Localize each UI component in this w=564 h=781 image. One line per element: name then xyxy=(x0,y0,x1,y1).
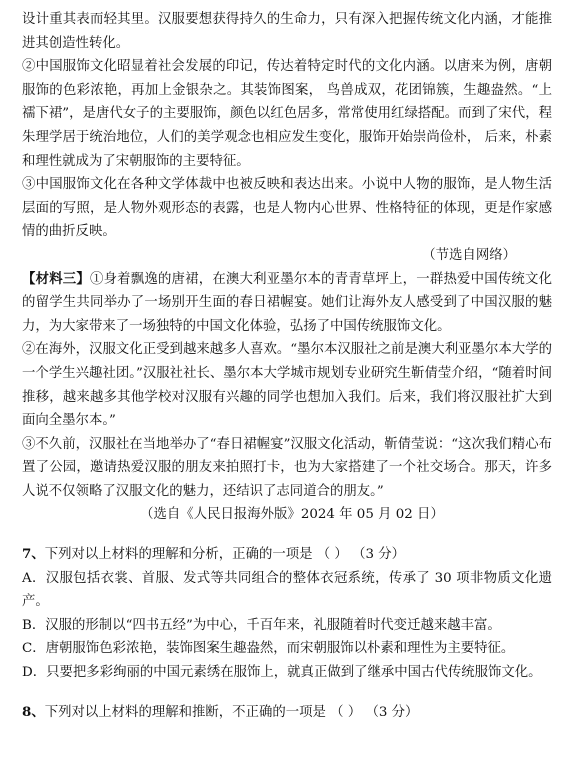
question-7-option-c: C．唐朝服饰色彩浓艳，装饰图案生趣盎然，而宋朝服饰以朴素和理性为主要特征。 xyxy=(22,641,515,657)
material2-paragraph-2: ②中国服饰文化昭显着社会发展的印记，传达着特定时代的文化内涵。以唐来为例，唐朝服饰的色彩浓艳，再加上金银杂之。其装饰图案， 鸟兽成双，花团锦簇，生趣盎然。“上襦下裙”，是唐代女子的主要服饰，颜色以红色居多，常常使用红绿搭配。而到了宋代，程朱理学居于统治地位，人们的美学观念也相应发生变化，服饰开始崇尚俭朴， 后来，朴素和理性就成为了宋朝服饰的主要特征。 xyxy=(22,59,552,169)
material2-paragraph-continued: 设计重其表而轻其里。汉服要想获得持久的生命力，只有深入把握传统文化内涵，才能推进其创造性转化。 xyxy=(22,12,552,51)
material3-label: 【材料三】 xyxy=(22,270,90,287)
question-7-stem xyxy=(22,543,552,567)
material3-paragraph-1-text: ①身着飘逸的唐裙，在澳大利亚墨尔本的青青草坪上，一群热爱中国传统文化的留学生共同举办了一场别开生面的春日裙幄宴。她们让海外友人感受到了中国汉服的魅力，为大家带来了一场独特的中国文化体验，弘扬了中国传统服饰文化。 xyxy=(22,271,553,334)
question-8-stem xyxy=(22,701,552,725)
material3-paragraph-2: ②在海外，汉服文化正受到越来越多人喜欢。“墨尔本汉服社之前是澳大利亚墨尔本大学的一个学生兴趣社团。”汉服社社长、墨尔本大学城市规划专业研究生靳倩莹介绍，“随着时间推移，越来越多其他学校对汉服有兴趣的同学也想加入我们。后来，我们将汉服社扩大到面向全墨尔本。” xyxy=(22,342,552,429)
spacer xyxy=(22,685,552,701)
question-7-number: 7、 xyxy=(22,546,45,563)
question-7-option-d: D．只要把多彩绚丽的中国元素绣在服饰上，就真正做到了继承中国古代传统服饰文化。 xyxy=(22,665,542,681)
question-8-number: 8、 xyxy=(22,703,45,720)
question-7-option-a: A．汉服包括衣裳、首服、发式等共同组合的整体衣冠系统，传承了 30 项非物质文化遗产。 xyxy=(22,570,552,610)
material2-source: （节选自网络） xyxy=(422,247,516,263)
exam-page xyxy=(22,8,552,724)
question-8-text: 下列对以上材料的理解和推断，不正确的一项是 （ ） （3 分） xyxy=(44,704,419,720)
question-7-option-b: B．汉服的形制以“四书五经”为中心，千百年来，礼服随着时代变迁越来越丰富。 xyxy=(22,617,501,633)
spacer xyxy=(22,527,552,543)
material2-paragraph-3: ③中国服饰文化在各种文学体裁中也被反映和表达出来。小说中人物的服饰，是人物生活层面的写照，是人物外观形态的表露，也是人物内心世界、性格特征的体现，更是作家感情的曲折反映。 xyxy=(22,177,552,240)
material3-paragraph-1 xyxy=(22,268,552,339)
question-7-text: 下列对以上材料的理解和分析，正确的一项是 （ ） （3 分） xyxy=(44,547,406,563)
material3-source: （选自《人民日报海外版》2024 年 05 月 02 日） xyxy=(140,507,444,523)
material3-paragraph-3: ③不久前，汉服社在当地举办了“春日裙幄宴”汉服文化活动，靳倩莹说：“这次我们精心布置了公园，邀请热爱汉服的朋友来拍照打卡，也为大家搭建了一个社交场合。那天，许多人说不仅领略了汉服文化的魅力，还结识了志同道合的朋友。” xyxy=(22,436,552,499)
